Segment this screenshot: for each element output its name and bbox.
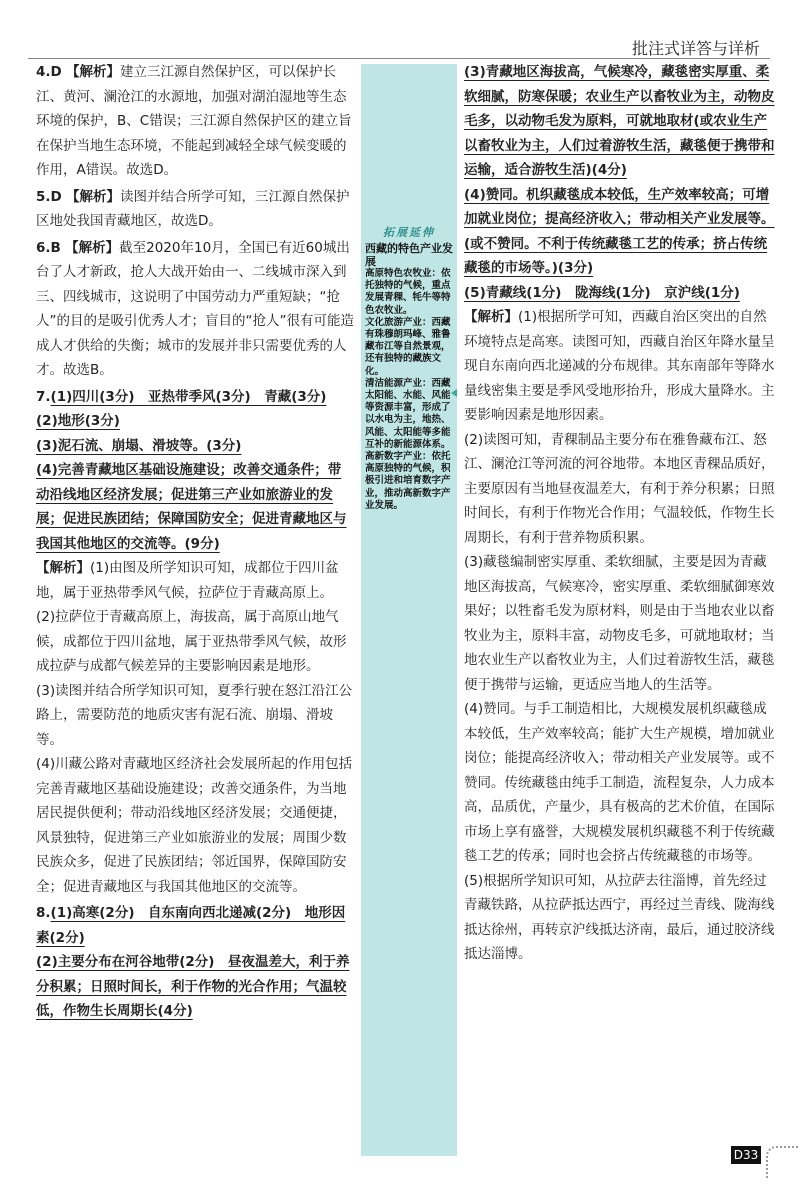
page-header: 批注式详答与详析 (631, 39, 760, 58)
analysis-5: (5)根据所学知识可知，从拉萨去往淄博，首先经过青藏铁路，从拉萨抵达西宁，再经过兰青线、陇海线抵达徐州，再转京沪线抵达济南，最后，通过胶济线抵达淄博。 (464, 872, 775, 962)
analysis-3: (3)藏毯编制密实厚重、柔软细腻，主要是因为青藏地区海拔高，气候寒冷，密实厚重、柔软细腻御寒效果好；以牲畜毛发为原材料，则是由于当地农业以畜牧业为主，原料丰富，动物皮毛多，可就地取材；当地农业生产以畜牧业为主，人们过着游牧生活，藏毯便于携带与运输，更适应当地人的生活等。 (464, 554, 775, 693)
right-column (464, 60, 778, 967)
answer-3: (3)青藏地区海拔高，气候寒冷，藏毯密实厚重、柔软细腻，防寒保暖；农业生产以畜牧业为主，动物皮毛多，以动物毛发为原料，可就地取材(或农业生产以畜牧业为主，人们过着游牧生活，藏毯便于携带和运输，适合游牧生活)(4分) (464, 64, 775, 178)
analysis-3: (3)读图并结合所学知识可知，夏季行驶在怒江沿江公路上，需要防范的地质灾害有泥石流、崩塌、滑坡等。 (36, 682, 353, 748)
analysis-1: (1)根据所学可知，西藏自治区突出的自然环境特点是高寒。读图可知，西藏自治区年降水量呈现自东南向西北递减的分布规律。其东南部年等降水量线密集主要是季风受地形抬升，形成大量降水。主要影响因素是地形因素。 (464, 309, 775, 423)
answer-1: (1)高寒(2分) 自东南向西北递减(2分) 地形因素(2分) (36, 905, 346, 946)
question-5 (36, 185, 354, 234)
question-4 (36, 60, 354, 183)
question-number: 4. (36, 64, 51, 80)
analysis-1: (1)由图及所学知识可知，成都位于四川盆地，属于亚热带季风气候，拉萨位于青藏高原上。 (36, 560, 339, 601)
left-column (36, 60, 354, 1024)
answer-1: (1)四川(3分) 亚热带季风(3分) 青藏(3分) (50, 388, 327, 405)
extension-sidebar (361, 64, 457, 1156)
page-number: D33 (731, 1146, 761, 1164)
sidebar-content (365, 242, 453, 512)
answer-4: (4)完善青藏地区基础设施建设；改善交通条件；带动沿线地区经济发展；促进第三产业如旅游业的发展；促进民族团结；保障国防安全；促进青藏地区与我国其他地区的交流等。(9分) (36, 462, 347, 552)
analysis-tag: 【解析】 (464, 309, 518, 325)
question-number: 8. (36, 905, 51, 921)
sidebar-line: 清洁能源产业：西藏太阳能、水能、风能等资源丰富，形成了以水电为主，地热、风能、太阳能等多能互补的新能源体系。 (365, 377, 451, 450)
answer-letter: D (50, 64, 62, 80)
sidebar-title: 西藏的特色产业发展 (365, 242, 453, 268)
analysis-2: (2)读图可知，青稞制品主要分布在雅鲁藏布江、怒江、澜沧江等河流的河谷地带。本地区青稞品质好，主要原因有当地昼夜温差大，有利于养分积累；日照时间长，有利于作物光合作用；气温较低，作物生长周期长，有利于营养物质积累。 (464, 431, 775, 546)
analysis-2: (2)拉萨位于青藏高原上，海拔高，属于高原山地气候，成都位于四川盆地，属于亚热带季风气候，故形成拉萨与成都气候差异的主要影响因素是地形。 (36, 609, 347, 674)
analysis-text: 建立三江源自然保护区，可以保护长江、黄河、澜沧江的水源地，加强对湖泊湿地等生态环境的保护，B、C错误；三江源自然保护区的建立旨在保护当地生态环境，不能起到减轻全球气候变暖的作用，A错误。故选D。 (36, 64, 352, 178)
answer-2: (2)地形(3分) (36, 413, 120, 429)
analysis-4: (4)川藏公路对青藏地区经济社会发展所起的作用包括完善青藏地区基础设施建设；改善交通条件，为当地居民提供便利；带动沿线地区经济发展；交通便捷，风景独特，促进第三产业如旅游业的发展；周围少数民族众多，促进了民族团结；邻近国界，保障国防安全；促进青藏地区与我国其他地区的交流等。 (36, 756, 353, 895)
corner-decoration (766, 1146, 798, 1178)
sidebar-line: 高新数字产业：依托高原独特的气候，积极引进和培育数字产业，推动高新数字产业发展。 (365, 451, 451, 511)
header-rule (28, 58, 770, 59)
sidebar-heading: 拓展延伸 (383, 226, 435, 239)
pointer-triangle-icon (451, 389, 457, 397)
question-number: 7. (36, 388, 51, 405)
analysis-text: 读图并结合所学可知，三江源自然保护区地处我国青藏地区，故选D。 (36, 188, 350, 229)
question-number: 5. (36, 188, 51, 205)
question-7 (36, 385, 354, 900)
question-6 (36, 236, 354, 383)
question-number: 6. (36, 239, 51, 256)
answer-4: (4)赞同。机织藏毯成本较低，生产效率较高；可增加就业岗位；提高经济收入；带动相关产业发展等。(或不赞同。不利于传统藏毯工艺的传承；挤占传统藏毯的市场等。)(3分) (464, 186, 775, 276)
analysis-text: 截至2020年10月，全国已有近60城出台了人才新政，抢人大战开始由一、二线城市深入到三、四线城市，这说明了中国劳动力严重短缺；“抢人”的目的是吸引优秀人才；盲目的“抢人”很有可能造成人才供给的失衡；城市的发展并非只需要优秀的人才。故选B。 (36, 239, 354, 378)
sidebar-line: 文化旅游产业：西藏有珠穆朗玛峰、雅鲁藏布江等自然景观，还有独特的藏族文化。 (365, 316, 451, 377)
answer-letter: B (50, 239, 61, 256)
answer-letter: D (50, 188, 62, 205)
analysis-4: (4)赞同。与手工制造相比，大规模发展机织藏毯成本较低，生产效率较高；能扩大生产规模，增加就业岗位；能提高经济收入；带动相关产业发展等。或不赞同。传统藏毯由纯手工制造，流程复杂，人力成本高，品质优，产量少，具有极高的艺术价值，在国际市场上享有盛誉，大规模发展机织藏毯不利于传统藏毯工艺的传承；同时也会挤占传统藏毯的市场等。 (464, 701, 775, 864)
answer-2: (2)主要分布在河谷地带(2分) 昼夜温差大，利于养分积累；日照时间长，利于作物的光合作用；气温较低，作物生长周期长(4分) (36, 954, 350, 1019)
analysis-tag: 【解析】 (66, 64, 121, 80)
analysis-tag: 【解析】 (36, 560, 90, 576)
sidebar-line: 高原特色农牧业：依托独特的气候，重点发展青稞、牦牛等特色农牧业。 (365, 268, 451, 316)
question-8 (36, 901, 354, 1024)
analysis-tag: 【解析】 (66, 188, 121, 205)
analysis-tag: 【解析】 (65, 239, 120, 256)
answer-5: (5)青藏线(1分) 陇海线(1分) 京沪线(1分) (464, 284, 740, 301)
answer-3: (3)泥石流、崩塌、滑坡等。(3分) (36, 437, 242, 454)
